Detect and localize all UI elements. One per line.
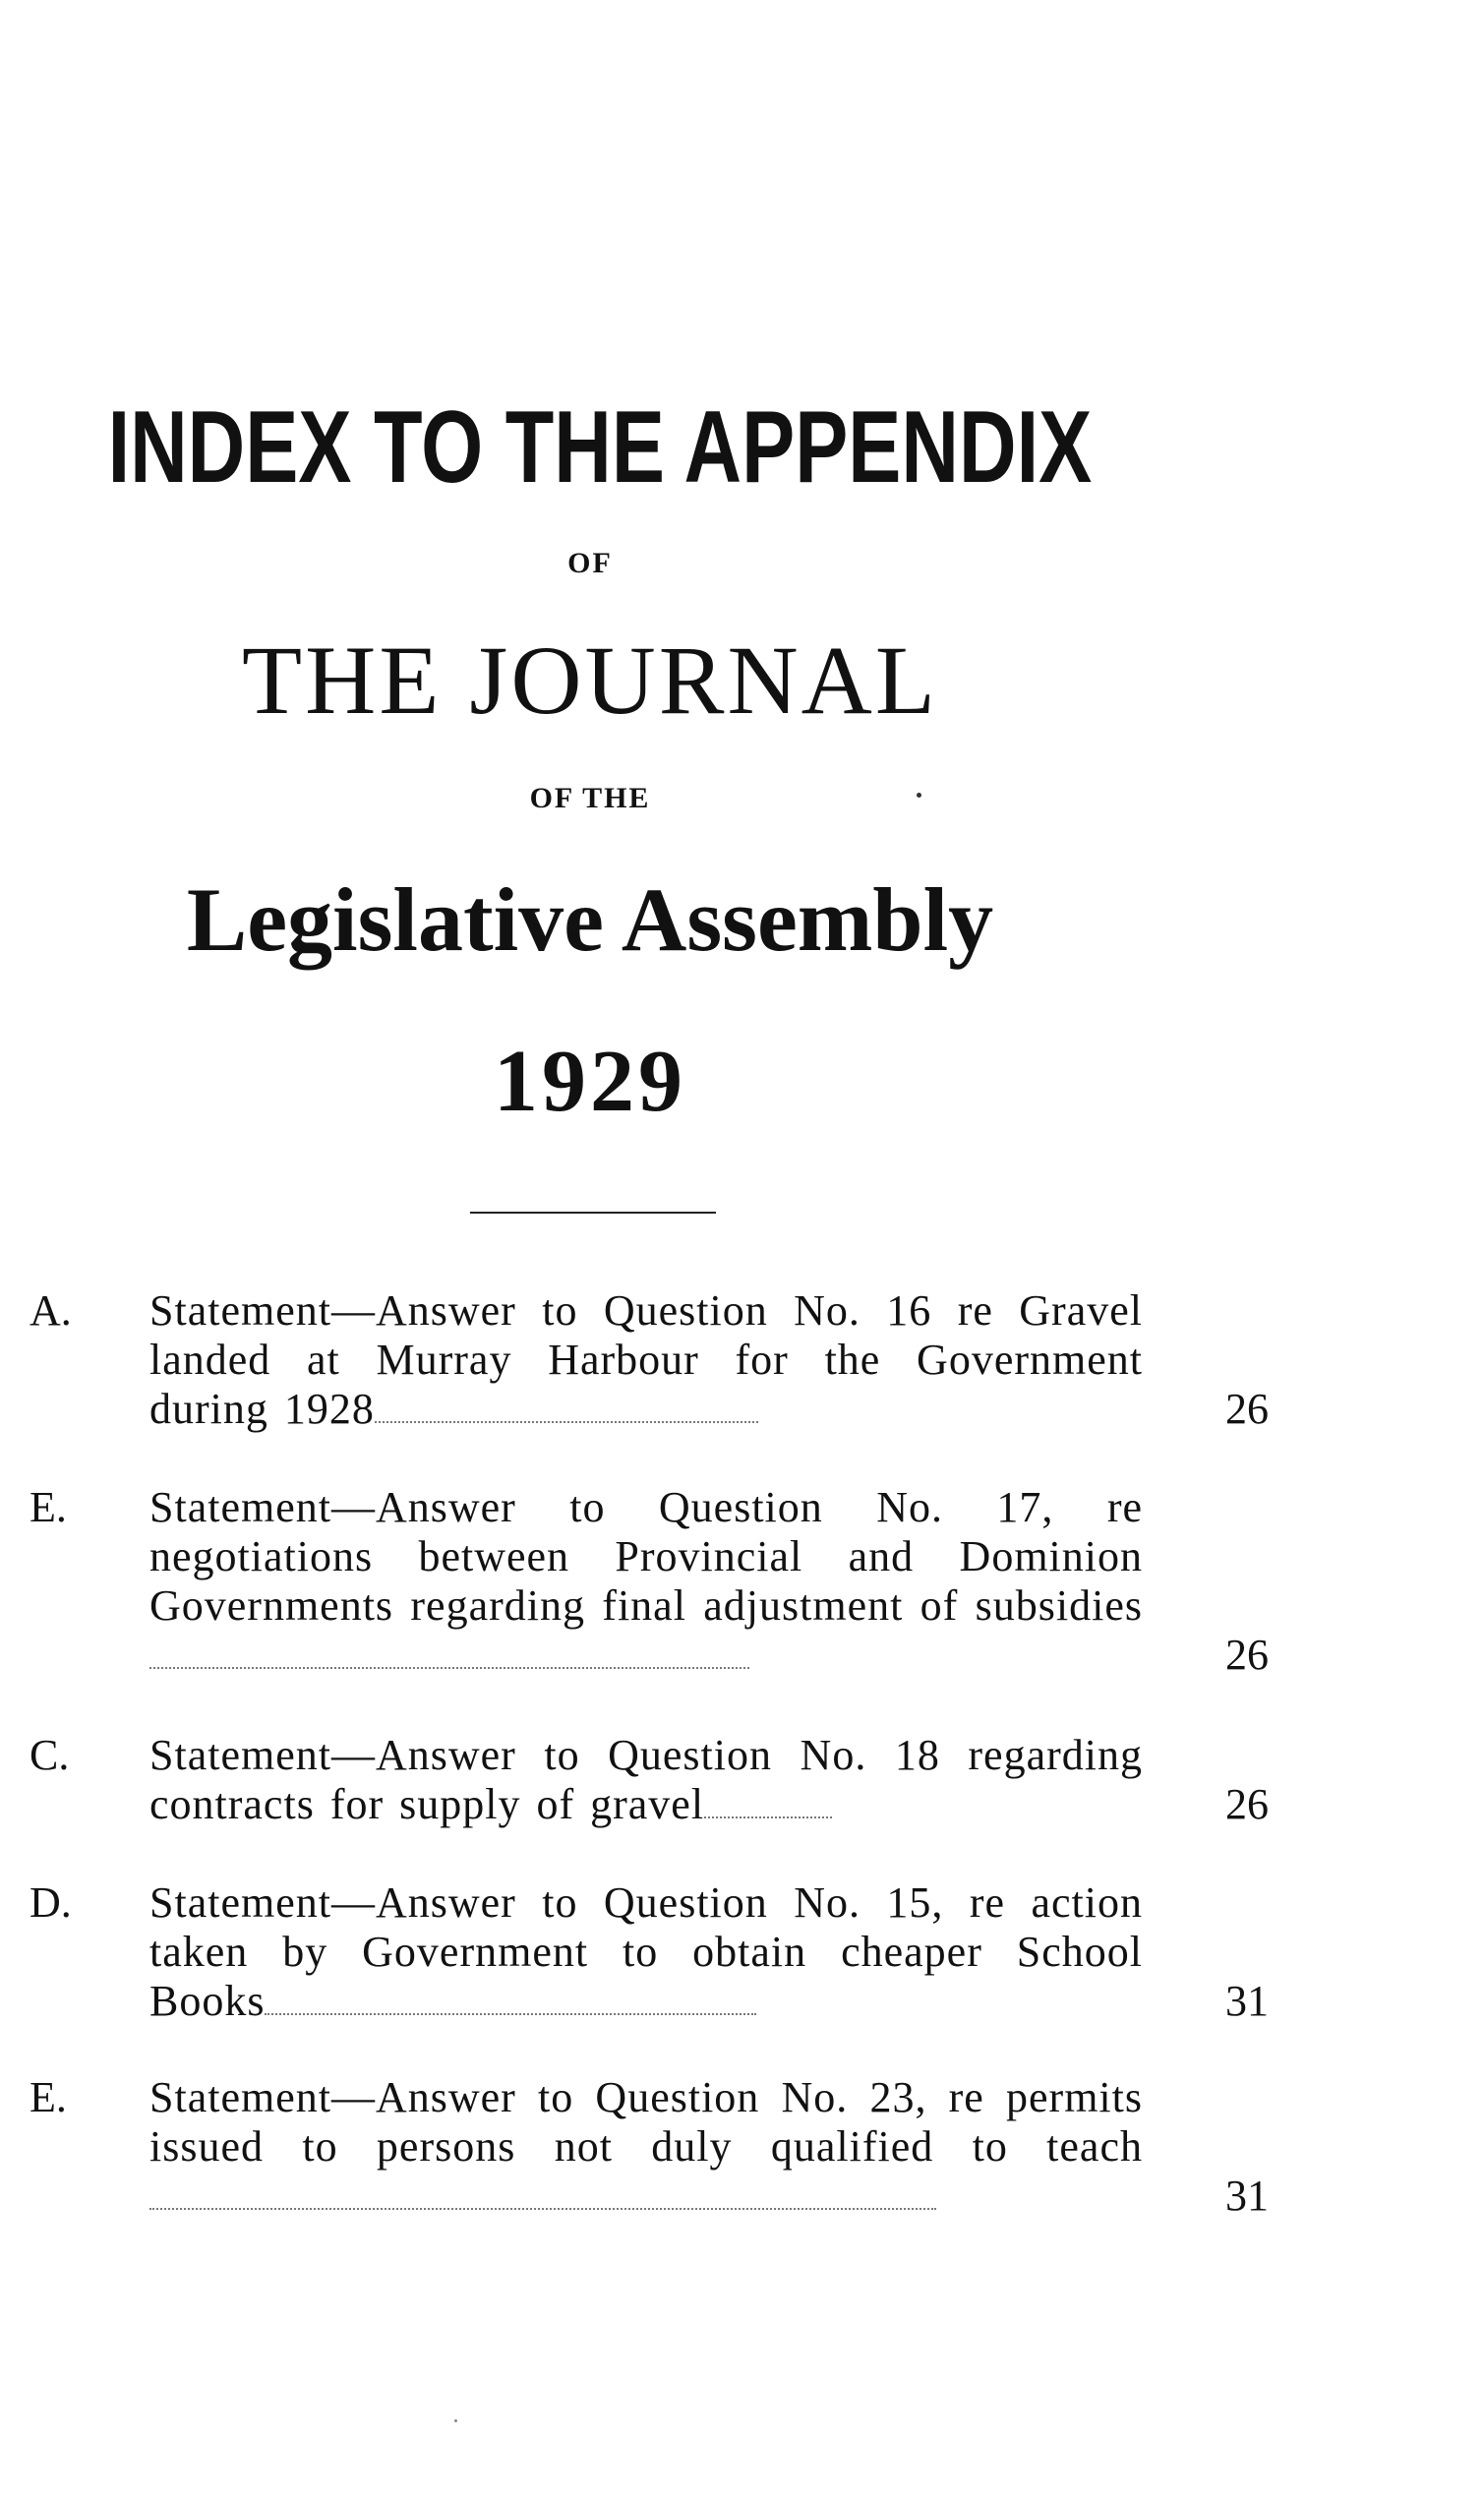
- entry-text: [149, 1878, 1143, 2026]
- dot-leader: [375, 1411, 758, 1423]
- journal-title: THE JOURNAL: [242, 625, 938, 735]
- entry-letter: E.: [30, 1483, 67, 1531]
- entry-letter: C.: [30, 1731, 70, 1779]
- entry-text: [149, 2073, 1143, 2221]
- dot-leader: [149, 1657, 749, 1669]
- entry-text: [149, 1286, 1143, 1434]
- entry-letter: A.: [30, 1286, 72, 1335]
- entry-page-number: 31: [1225, 1977, 1269, 2025]
- entry-description: Statement—Answer to Question No. 16 re Gravel landed at Murray Harbour for the Government during 1928: [149, 1286, 1143, 1433]
- entry-text: [149, 1483, 1143, 1680]
- entry-letter: D.: [30, 1878, 72, 1927]
- dot-leader: [704, 1807, 832, 1818]
- entry-page-number: 26: [1225, 1631, 1269, 1679]
- print-speck: [454, 2419, 457, 2422]
- of-the-label: OF THE: [529, 782, 651, 814]
- index-title: INDEX TO THE APPENDIX: [107, 390, 1093, 505]
- of-label: OF: [567, 547, 613, 579]
- entry-text: [149, 1731, 1143, 1829]
- dot-leader: [149, 2198, 936, 2210]
- divider-rule: [470, 1212, 716, 1214]
- entry-page-number: 26: [1225, 1780, 1269, 1828]
- entry-description: Statement—Answer to Question No. 23, re permits issued to persons not duly qualified to teach: [149, 2073, 1143, 2171]
- year-title: 1929: [494, 1033, 686, 1130]
- print-speck: [917, 793, 921, 798]
- assembly-title: Legislative Assembly: [186, 869, 994, 970]
- entry-description: Statement—Answer to Question No. 18 regarding contracts for supply of gravel: [149, 1731, 1143, 1828]
- entry-page-number: 31: [1225, 2172, 1269, 2220]
- entry-letter: E.: [30, 2073, 67, 2121]
- entry-description: Statement—Answer to Question No. 17, re negotiations between Provincial and Dominion Governments regarding final adjustment of subsidies: [149, 1483, 1143, 1630]
- entry-page-number: 26: [1225, 1385, 1269, 1433]
- dot-leader: [265, 2003, 756, 2015]
- entry-description: Statement—Answer to Question No. 15, re action taken by Government to obtain cheaper School Books: [149, 1878, 1143, 2025]
